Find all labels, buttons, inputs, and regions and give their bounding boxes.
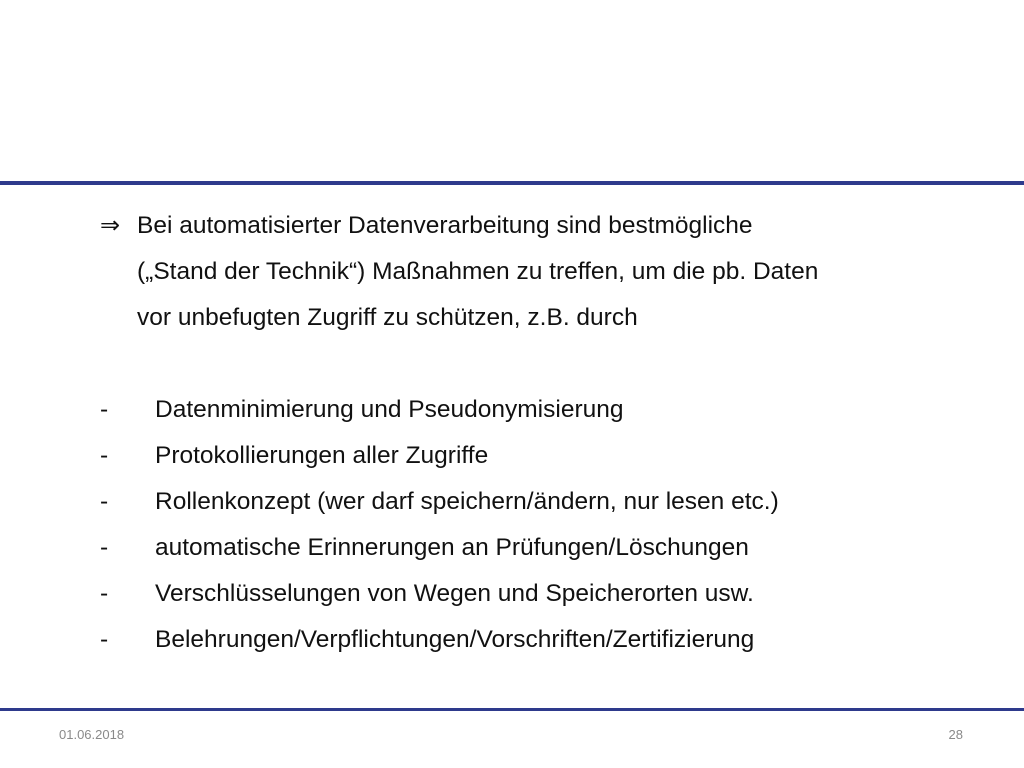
page-number: 28 <box>948 727 963 742</box>
list-item <box>100 433 980 479</box>
list-item-text: Verschlüsselungen von Wegen und Speicherorten usw. <box>155 580 754 607</box>
footer-date: 01.06.2018 <box>59 727 125 742</box>
paragraph-spacer <box>100 341 980 387</box>
dash-bullet-icon: - <box>100 626 109 653</box>
slide-body <box>100 202 980 663</box>
list-item <box>100 571 980 617</box>
intro-line-3: vor unbefugten Zugriff zu schützen, z.B. durch <box>137 304 638 331</box>
list-item <box>100 525 980 571</box>
list-item <box>100 387 980 433</box>
intro-line-2: („Stand der Technik“) Maßnahmen zu treffen, um die pb. Daten <box>137 258 819 285</box>
implies-arrow-icon: ⇒ <box>100 211 121 239</box>
list-item-text: Rollenkonzept (wer darf speichern/ändern, nur lesen etc.) <box>155 488 779 515</box>
dash-bullet-icon: - <box>100 396 109 423</box>
dash-bullet-icon: - <box>100 442 109 469</box>
dash-bullet-icon: - <box>100 580 109 607</box>
measures-list <box>100 387 980 663</box>
list-item-text: automatische Erinnerungen an Prüfungen/Löschungen <box>155 534 749 561</box>
dash-bullet-icon: - <box>100 534 109 561</box>
list-item <box>100 617 980 663</box>
list-item-text: Belehrungen/Verpflichtungen/Vorschriften/Zertifizierung <box>155 626 755 653</box>
intro-text-1: Bei automatisierter Datenverarbeitung sind bestmögliche <box>137 212 753 239</box>
bottom-divider-rule <box>0 708 1024 711</box>
list-item-text: Datenminimierung und Pseudonymisierung <box>155 396 624 423</box>
list-item-text: Protokollierungen aller Zugriffe <box>155 442 489 469</box>
dash-bullet-icon: - <box>100 488 109 515</box>
top-divider-rule <box>0 181 1024 185</box>
list-item <box>100 479 980 525</box>
intro-line-1 <box>100 202 980 249</box>
